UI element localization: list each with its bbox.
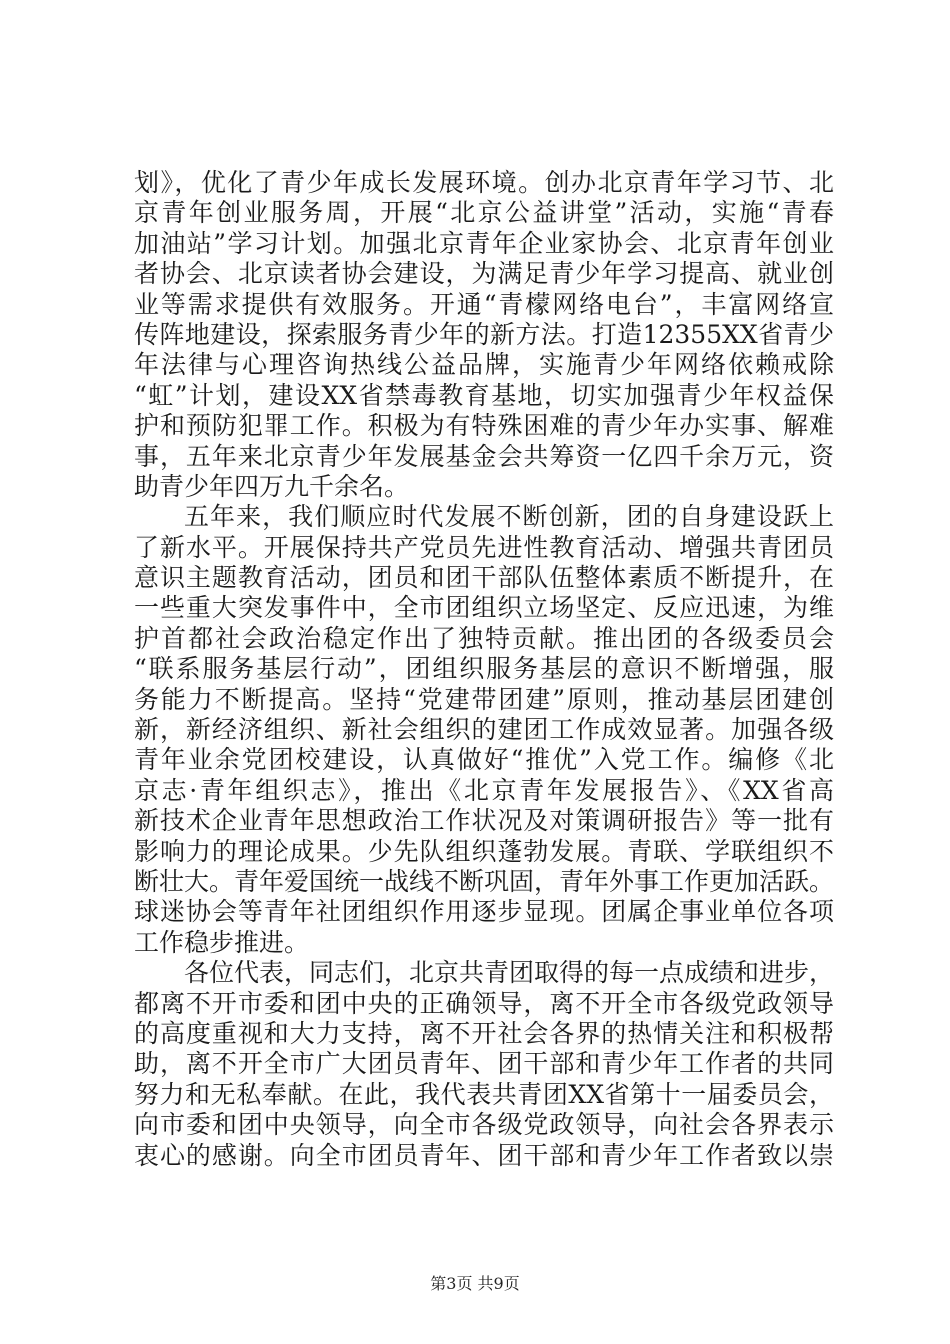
text-line: 各位代表，同志们，北京共青团取得的每一点成绩和进步，	[184, 958, 835, 988]
text-line: 影响力的理论成果。少先队组织蓬勃发展。青联、学联组织不	[134, 836, 834, 866]
text-line: 工作稳步推进。	[134, 927, 310, 957]
text-line: 年法律与心理咨询热线公益品牌，实施青少年网络依赖戒除	[134, 350, 834, 380]
text-line: 京志·青年组织志》，推出《北京青年发展报告》、《XX省高	[134, 775, 834, 805]
text-line: 助青少年四万九千余名。	[134, 471, 410, 501]
text-line: 业等需求提供有效服务。开通“青檬网络电台”，丰富网络宣	[134, 289, 834, 319]
text-line: 断壮大。青年爱国统一战线不断巩固，青年外事工作更加活跃。	[134, 866, 835, 896]
text-line: 京青年创业服务周，开展“北京公益讲堂”活动，实施“青春	[134, 198, 834, 228]
text-line: 球迷协会等青年社团组织作用逐步显现。团属企事业单位各项	[134, 897, 834, 927]
text-line: 新技术企业青年思想政治工作状况及对策调研报告》等一批有	[134, 806, 834, 836]
text-line: 意识主题教育活动，团员和团干部队伍整体素质不断提升，在	[134, 563, 834, 593]
text-line: 助，离不开全市广大团员青年、团干部和青少年工作者的共同	[134, 1049, 834, 1079]
text-line: 者协会、北京读者协会建设，为满足青少年学习提高、就业创	[134, 259, 834, 289]
text-line: 都离不开市委和团中央的正确领导，离不开全市各级党政领导	[134, 988, 834, 1018]
text-line: 加油站”学习计划。加强北京青年企业家协会、北京青年创业	[134, 228, 834, 258]
text-line: “联系服务基层行动”，团组织服务基层的意识不断增强，服	[134, 654, 834, 684]
text-line: 向市委和团中央领导，向全市各级党政领导，向社会各界表示	[134, 1110, 834, 1140]
text-line: 衷心的感谢。向全市团员青年、团干部和青少年工作者致以崇	[134, 1140, 834, 1170]
text-line: 五年来，我们顺应时代发展不断创新，团的自身建设跃上	[184, 502, 834, 532]
text-line: 新，新经济组织、新社会组织的建团工作成效显著。加强各级	[134, 715, 834, 745]
text-line: 努力和无私奉献。在此，我代表共青团XX省第十一届委员会，	[134, 1079, 834, 1109]
text-line: 划》，优化了青少年成长发展环境。创办北京青年学习节、北	[134, 168, 834, 197]
text-line: 护和预防犯罪工作。积极为有特殊困难的青少年办实事、解难	[134, 411, 834, 441]
text-line: “虹”计划，建设XX省禁毒教育基地，切实加强青少年权益保	[134, 380, 834, 410]
text-line: 护首都社会政治稳定作出了独特贡献。推出团的各级委员会	[134, 623, 834, 653]
text-line: 事，五年来北京青少年发展基金会共筹资一亿四千余万元，资	[134, 441, 834, 471]
text-line: 了新水平。开展保持共产党员先进性教育活动、增强共青团员	[134, 532, 834, 562]
text-line: 传阵地建设，探索服务青少年的新方法。打造12355XX省青少	[134, 319, 834, 349]
text-line: 务能力不断提高。坚持“党建带团建”原则，推动基层团建创	[134, 684, 834, 714]
text-line: 青年业余党团校建设，认真做好“推优”入党工作。编修《北	[134, 745, 834, 775]
text-line: 一些重大突发事件中，全市团组织立场坚定、反应迅速，为维	[134, 593, 834, 623]
document-body	[134, 168, 834, 1171]
text-line: 的高度重视和大力支持，离不开社会各界的热情关注和积极帮	[134, 1018, 834, 1048]
page-number-footer: 第3页 共9页	[430, 1274, 520, 1293]
